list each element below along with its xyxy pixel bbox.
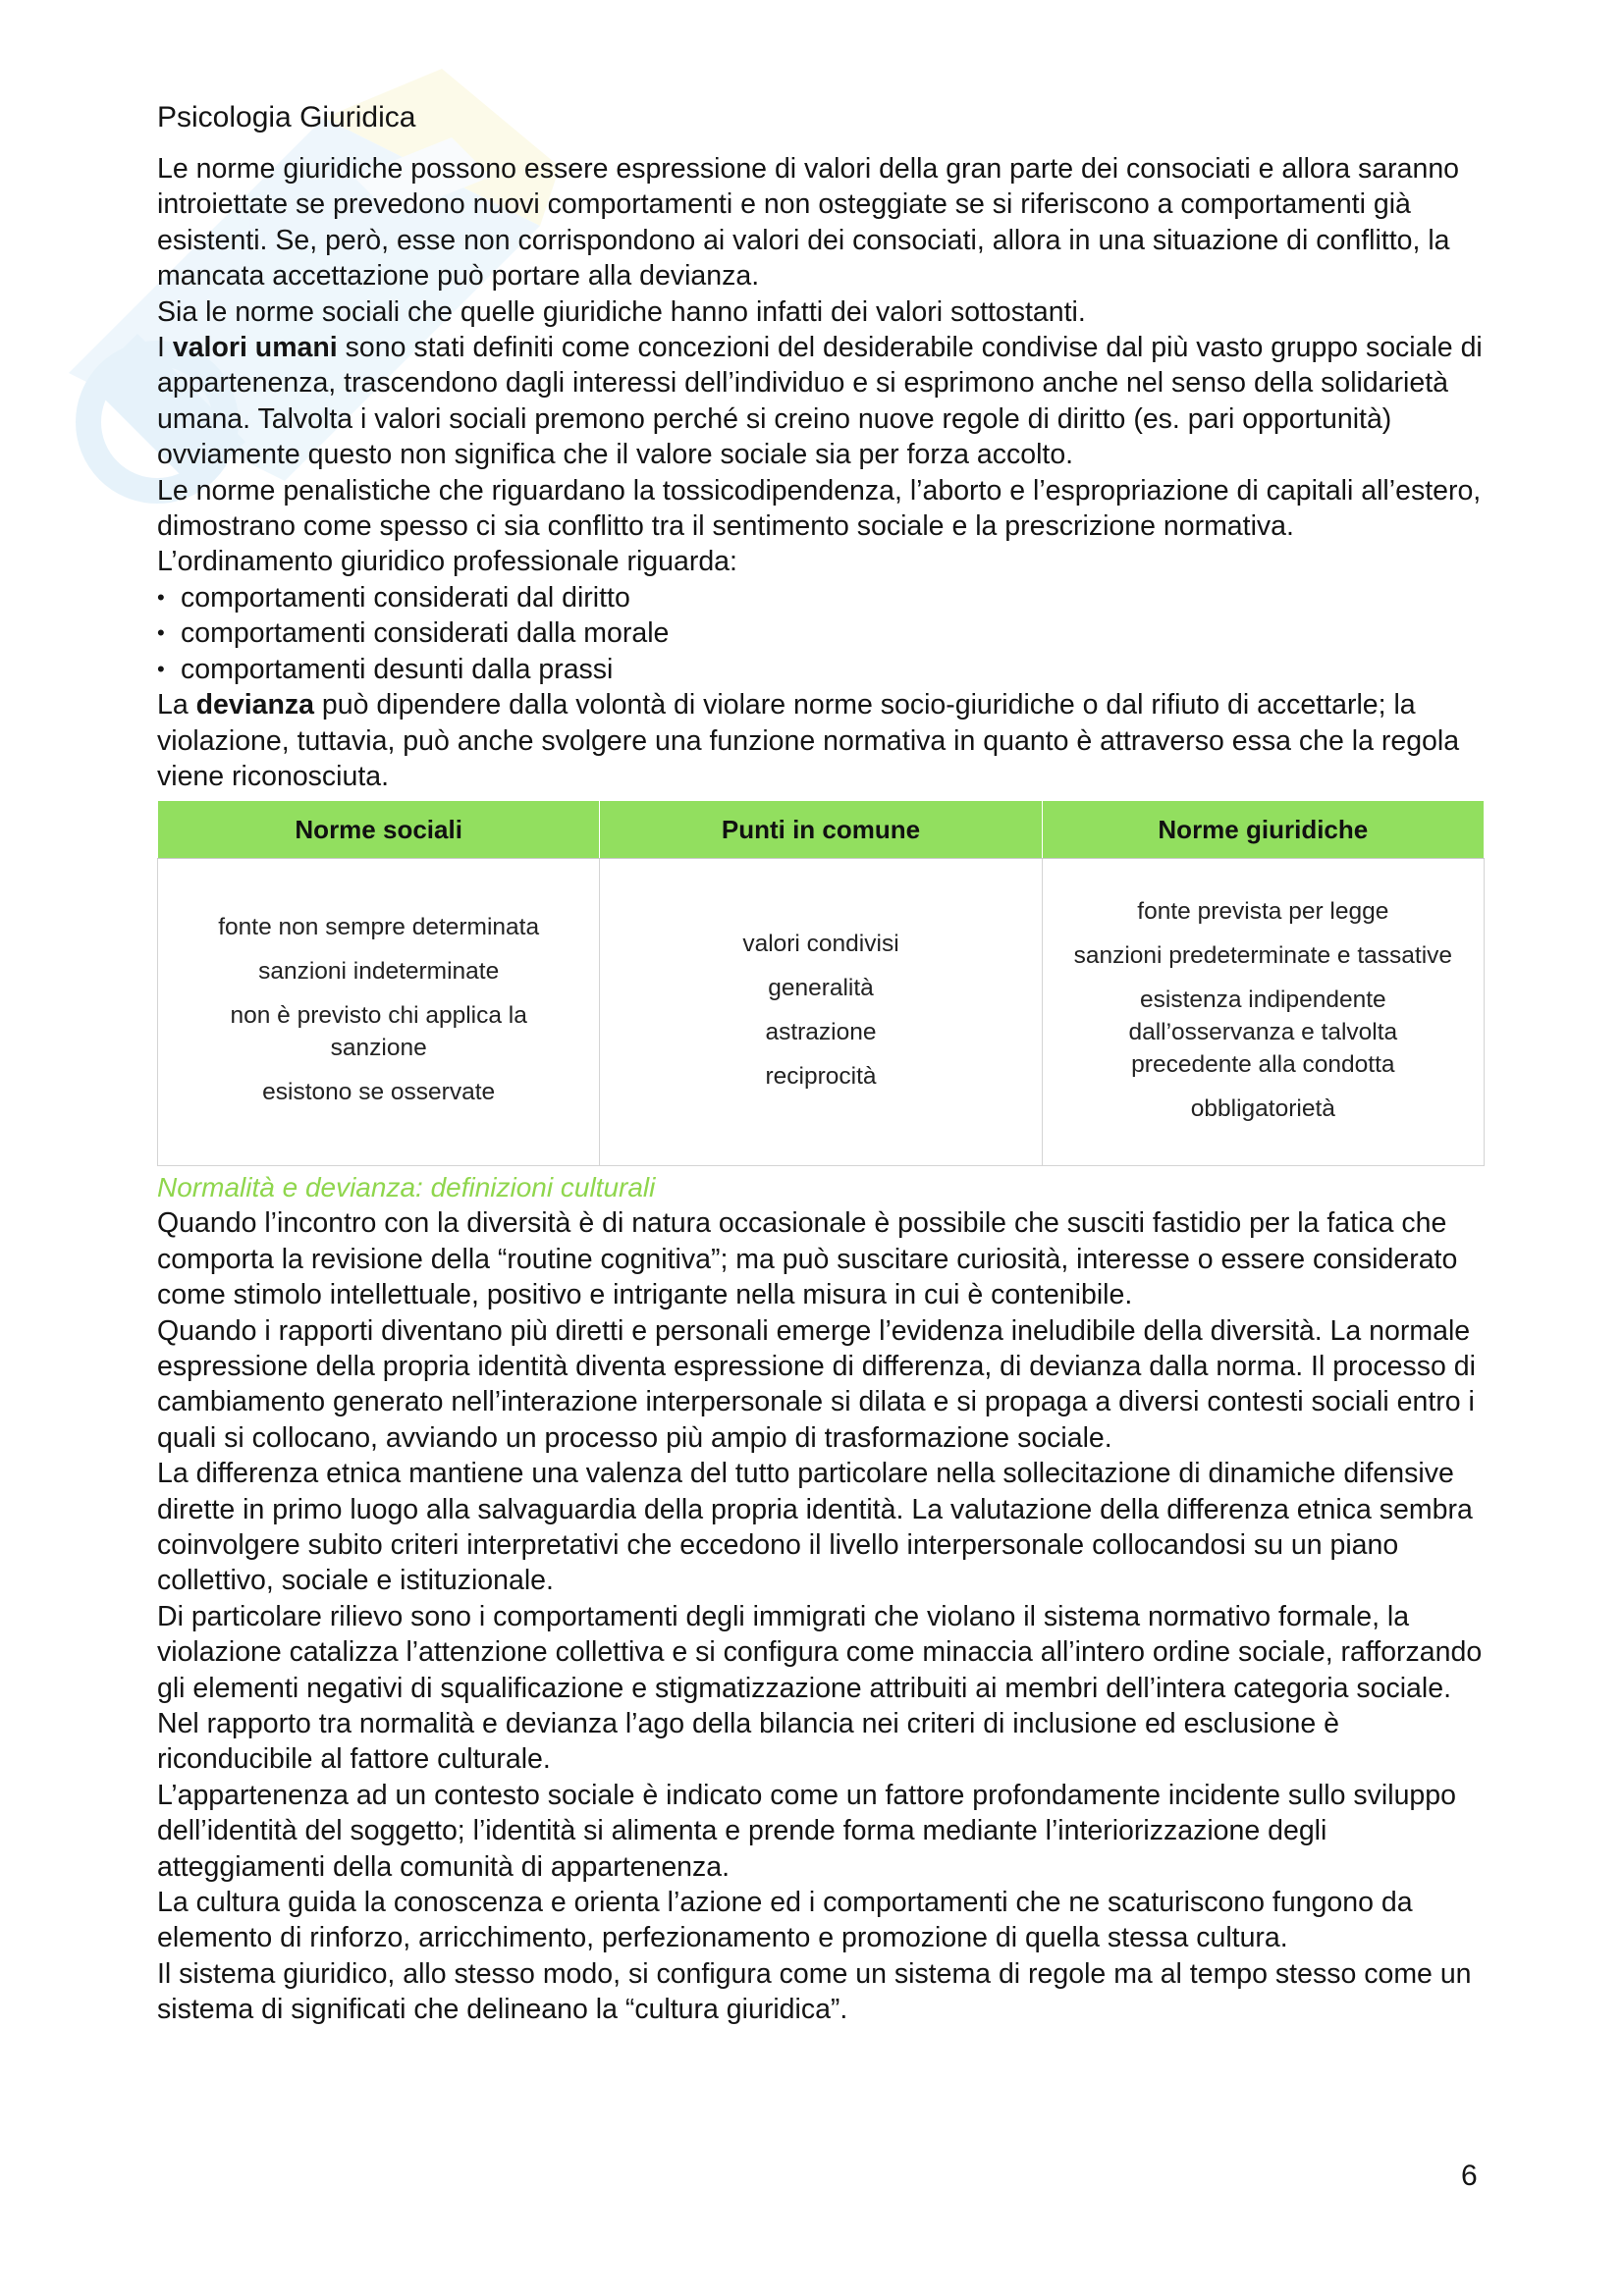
section-paragraph: Nel rapporto tra normalità e devianza l’ago della bilancia nei criteri di inclusione ed esclusione è riconducibile al fattore culturale. xyxy=(157,1708,1340,1776)
table-cell-punti-in-comune xyxy=(600,859,1042,1166)
bold-term-devianza: devianza xyxy=(195,689,315,721)
table-row xyxy=(158,859,1485,1166)
bullet-list xyxy=(157,580,1485,687)
section-paragraph: Quando i rapporti diventano più diretti e personali emerge l’evidenza ineludibile della diversità. La normale espressione della propria identità diventa espressione di differenza, di devianza dalla norma. Il processo di cambiamento generato nell’interazione interpersonale si dilata e si propaga a diversi contesti sociali entro i quali si collocano, avviando un processo più ampio di trasformazione sociale. xyxy=(157,1314,1476,1454)
section-paragraph: Il sistema giuridico, allo stesso modo, si configura come un sistema di regole ma al tempo stesso come un sistema di significati che delineano la “cultura giuridica”. xyxy=(157,1957,1472,2026)
intro-paragraph-1: Le norme giuridiche possono essere espressione di valori della gran parte dei consociati e allora saranno introiettate se prevedono nuovi comportamenti e non osteggiate se si riferiscono a comportamenti già esistenti. Se, però, esse non corrispondono ai valori dei consociati, allora in una situazione di conflitto, la mancata accettazione può portare alla devianza. xyxy=(157,153,1460,293)
section-paragraph: Di particolare rilievo sono i comportamenti degli immigrati che violano il sistema normativo formale, la violazione catalizza l’attenzione collettiva e si configura come minaccia all’intero ordine sociale, rafforzando gli elementi negativi di squalificazione e stigmatizzazione attribuiti ai membri dell’intera categoria sociale. xyxy=(157,1600,1483,1704)
document-title: Psicologia Giuridica xyxy=(157,101,416,133)
cell-item: fonte non sempre determinata xyxy=(218,914,540,941)
bold-term-valori-umani: valori umani xyxy=(172,332,338,364)
cell-item: reciprocità xyxy=(765,1062,877,1090)
section-paragraph: La cultura guida la conoscenza e orienta l’azione ed i comportamenti che ne scaturiscono fungono da elemento di rinforzo, arricchimento, perfezionamento e promozione di quella stessa cultura. xyxy=(157,1887,1413,1954)
text-rest: può dipendere dalla volontà di violare norme socio-giuridiche o dal rifiuto di accettarle; la violazione, tuttavia, può anche svolgere una funzione normativa in quanto è attraverso essa che la regola viene riconosciuta. xyxy=(157,689,1460,792)
intro-paragraph-4: Le norme penalistiche che riguardano la tossicodipendenza, l’aborto e l’espropriazione di capitali all’estero, dimostrano come spesso ci sia conflitto tra il sentimento sociale e la prescrizione normativa. xyxy=(157,474,1482,543)
cell-item: esistenza indipendente dall’osservanza e talvolta precedente alla condotta xyxy=(1128,986,1398,1078)
intro-paragraph-6 xyxy=(157,687,1485,794)
cell-item: sanzioni predeterminate e tassative xyxy=(1073,941,1453,969)
intro-paragraph-3 xyxy=(157,330,1485,473)
section-paragraph: Quando l’incontro con la diversità è di natura occasionale è possibile che susciti fastidio per la fatica che comporta la revisione della “routine cognitiva”; ma può suscitare curiosità, interesse o essere considerato come stimolo intellettuale, positivo e intrigante nella misura in cui è contenibile. xyxy=(157,1207,1458,1311)
section-heading: Normalità e devianza: definizioni culturali xyxy=(157,1172,656,1203)
cell-item: fonte prevista per legge xyxy=(1137,897,1389,925)
cell-item: esistono se osservate xyxy=(262,1079,496,1106)
section-paragraph: L’appartenenza ad un contesto sociale è indicato come un fattore profondamente incidente sullo sviluppo dell’identità del soggetto; l’identità si alimenta e prende forma mediante l’interiorizzazione degli atteggiamenti della comunità di appartenenza. xyxy=(157,1779,1456,1883)
intro-paragraph-2: Sia le norme sociali che quelle giuridiche hanno infatti dei valori sottostanti. xyxy=(157,295,1086,328)
bullet-item: • comportamenti considerati dalla morale xyxy=(157,615,1485,651)
cell-item: non è previsto chi applica la sanzione xyxy=(230,1002,527,1062)
table-header-row xyxy=(158,801,1485,859)
column-header-norme-giuridiche: Norme giuridiche xyxy=(1042,801,1484,859)
section-paragraph: La differenza etnica mantiene una valenza del tutto particolare nella sollecitazione di dinamiche difensive dirette in primo luogo alla salvaguardia della propria identità. La valutazione della differenza etnica sembra coinvolgere subito criteri interpretativi che eccedono il livello interpersonale collocandosi su un piano collettivo, sociale e istituzionale. xyxy=(157,1458,1473,1597)
column-header-norme-sociali: Norme sociali xyxy=(158,801,600,859)
text-prefix: I xyxy=(157,332,173,364)
document-page xyxy=(157,98,1485,2028)
page-number: 6 xyxy=(1461,2160,1478,2192)
table-cell-norme-giuridiche xyxy=(1042,859,1484,1166)
intro-paragraph-5: L’ordinamento giuridico professionale riguarda: xyxy=(157,546,737,578)
cell-item: valori condivisi xyxy=(742,930,899,957)
cell-item: sanzioni indeterminate xyxy=(258,958,500,986)
text-rest: sono stati definiti come concezioni del desiderabile condivise dal più vasto gruppo sociale di appartenenza, trascendono dagli interessi dell’individuo e si esprimono anche nel senso della solidarietà umana. Talvolta i valori sociali premono perché si creino nuove regole di diritto (es. pari opportunità) ovviamente questo non significa che il valore sociale sia per forza accolto. xyxy=(157,332,1483,471)
cell-item: generalità xyxy=(768,974,874,1001)
cell-item: astrazione xyxy=(765,1018,877,1045)
bullet-item: • comportamenti desunti dalla prassi xyxy=(157,652,1485,687)
table-cell-norme-sociali xyxy=(158,859,600,1166)
column-header-punti-in-comune: Punti in comune xyxy=(600,801,1042,859)
comparison-table xyxy=(157,800,1485,1166)
bullet-item: • comportamenti considerati dal diritto xyxy=(157,580,1485,615)
text-prefix: La xyxy=(157,689,196,721)
cell-item: obbligatorietà xyxy=(1190,1095,1335,1122)
